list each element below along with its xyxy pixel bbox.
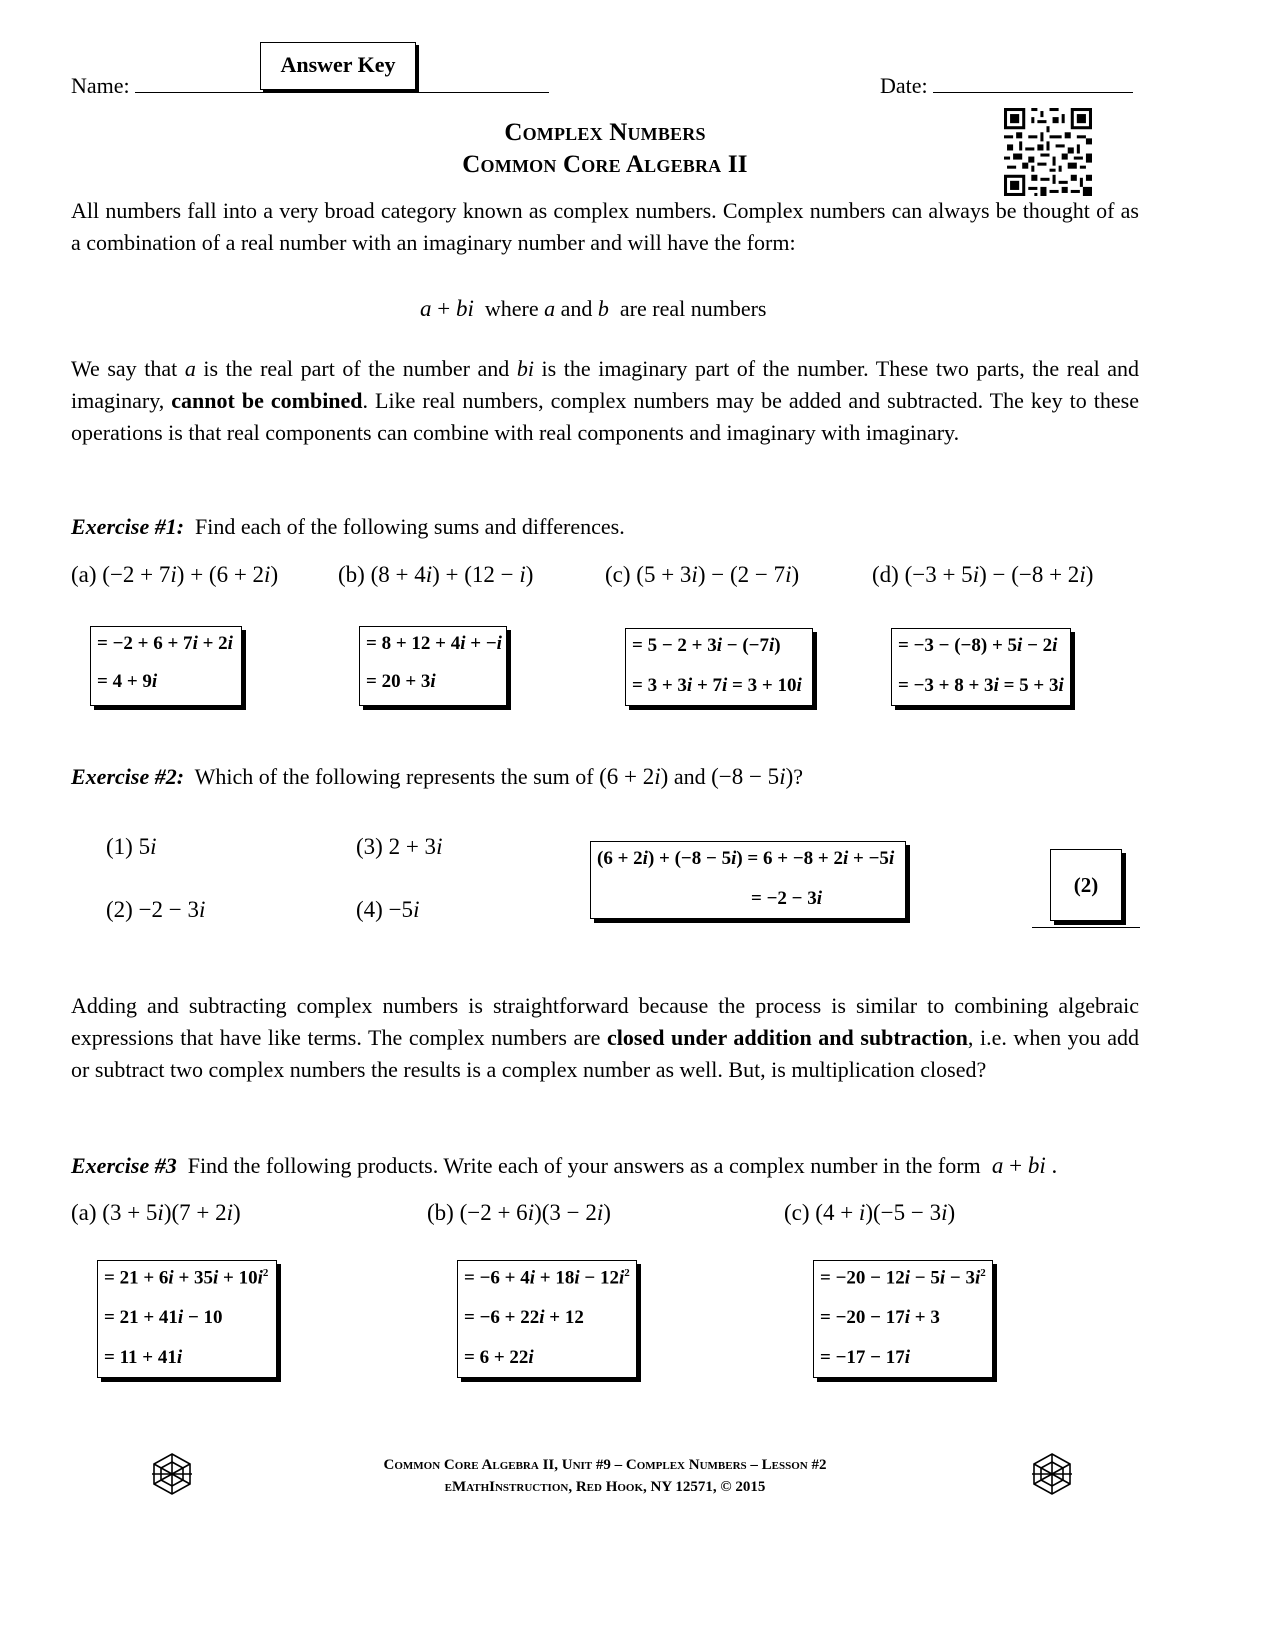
answer-key-label: Answer Key (280, 52, 396, 77)
name-line (71, 70, 549, 102)
ex1-answer-c: = 5 − 2 + 3i − (−7i) = 3 + 3i + 7i = 3 + 10i (625, 628, 813, 706)
date-line (880, 70, 1133, 102)
p2-bold: cannot be combined (171, 388, 363, 413)
p2-d: . Like real numbers, complex numbers may be added and subtracted. The key to these operations is that real components can combine with real components and imaginary with imaginary. (71, 388, 1139, 445)
form-a-plus-bi: a + bi (420, 296, 474, 321)
ex2-answer-line (1032, 927, 1140, 928)
intro-text: All numbers fall into a very broad category known as complex numbers. Complex numbers can always be thought of as a combination of a real number with an imaginary number and will have the form: (71, 198, 1139, 255)
footer-line-2: eMathInstruction, Red Hook, NY 12571, © 2015 (444, 1479, 766, 1495)
p2-b: is the real part of the number and (203, 356, 510, 381)
ex2-work-box: (6 + 2i) + (−8 − 5i) = 6 + −8 + 2i + −5i = −2 − 3i (590, 841, 906, 919)
form-real: are real numbers (619, 296, 767, 321)
ex2-choice-1: (1) 5i (106, 834, 157, 859)
form-and: and (560, 296, 593, 321)
page-footer (300, 1454, 910, 1498)
ex2-prompt: Which of the following represents the sum of (194, 764, 594, 789)
p2-a: We say that (71, 356, 178, 381)
ex1-answer-b: = 8 + 12 + 4i + −i = 20 + 3i (359, 626, 507, 706)
para3-a: Adding and subtracting complex numbers is straightforward because the process is similar to combining algebraic expressions that have like terms. The complex numbers are (71, 993, 1139, 1050)
real-imaginary-paragraph (71, 353, 1139, 449)
emath-logo-icon (150, 1452, 194, 1496)
form-var-b: b (597, 296, 609, 321)
complex-form-line (420, 292, 766, 325)
date-underline (933, 72, 1133, 93)
title-line-1: Complex Numbers (504, 119, 706, 146)
ex3-label: Exercise #3 (71, 1153, 177, 1178)
closed-paragraph (71, 990, 1139, 1086)
intro-paragraph (71, 195, 1139, 259)
exercise-2-heading: Exercise #2: Which of the following represents the sum of (6 + 2i) and (−8 − 5i)? (71, 764, 804, 789)
ex2-choice-4: (4) −5i (356, 897, 420, 922)
form-var-a: a (544, 296, 556, 321)
emath-logo-icon (1030, 1452, 1074, 1496)
ex2-label: Exercise #2: (71, 764, 185, 789)
exercise-3-heading (71, 1149, 1057, 1182)
ex1-part-b: (b) (8 + 4i) + (12 − i) (338, 562, 534, 587)
ex1-answer-d: = −3 − (−8) + 5i − 2i = −3 + 8 + 3i = 5 + 3i (891, 628, 1071, 706)
ex1-label: Exercise #1: (71, 514, 185, 539)
exercise-1-heading (71, 511, 625, 543)
ex3-form: a + bi . (991, 1153, 1058, 1178)
ex2-choice-2: (2) −2 − 3i (106, 897, 206, 922)
qr-code-icon (1004, 108, 1092, 196)
ex2-and: and (673, 764, 706, 789)
para3-bold: closed under addition and subtraction (606, 1025, 968, 1050)
ex2-choice-3: (3) 2 + 3i (356, 834, 443, 859)
p2-c: is the imaginary part of the number. These two parts, the real and imaginary, (71, 356, 1140, 413)
title-line-2: Common Core Algebra II (462, 151, 748, 178)
ex3-part-b: (b) (−2 + 6i)(3 − 2i) (427, 1200, 611, 1225)
p2-var-bi: bi (516, 356, 534, 381)
date-label: Date: (880, 73, 928, 98)
ex3-answer-c: = $-20 - 12i - 5i - 3i^2$ = −20 − 17i + 3 = −17 − 17i (813, 1260, 993, 1378)
ex3-part-a: (a) (3 + 5i)(7 + 2i) (71, 1200, 241, 1225)
form-where: where (484, 296, 539, 321)
ex3-answer-b: = $-6 + 4i + 18i - 12i^2$ = −6 + 22i + 12 = 6 + 22i (457, 1260, 637, 1378)
ex1-answer-a: = −2 + 6 + 7i + 2i = 4 + 9i (90, 626, 242, 706)
ex1-part-d: (d) (−3 + 5i) − (−8 + 2i) (872, 562, 1094, 587)
ex1-part-c: (c) (5 + 3i) − (2 − 7i) (605, 562, 800, 587)
footer-line-1: Common Core Algebra II, Unit #9 – Complex Numbers – Lesson #2 (383, 1457, 827, 1473)
ex3-part-c: (c) (4 + i)(−5 − 3i) (784, 1200, 956, 1225)
p2-var-a: a (184, 356, 196, 381)
ex2-answer: (2) (1073, 873, 1099, 897)
name-underline (135, 72, 549, 93)
ex2-answer-box (1050, 849, 1122, 921)
ex1-part-a: (a) (−2 + 7i) + (6 + 2i) (71, 562, 279, 587)
name-label: Name: (71, 73, 130, 98)
ex2-q: ? (793, 764, 804, 789)
ex1-prompt: Find each of the following sums and differences. (195, 514, 625, 539)
para3-b: , i.e. when you add or subtract two complex numbers the results is a complex number as well. But, is multiplication closed? (71, 1025, 1140, 1082)
ex3-prompt: Find the following products. Write each of your answers as a complex number in the form (187, 1153, 981, 1178)
ex3-answer-a: = $21 + 6i + 35i + 10i^2$ = 21 + 41i − 10 = 11 + 41i (97, 1260, 277, 1378)
page-title (300, 117, 910, 181)
